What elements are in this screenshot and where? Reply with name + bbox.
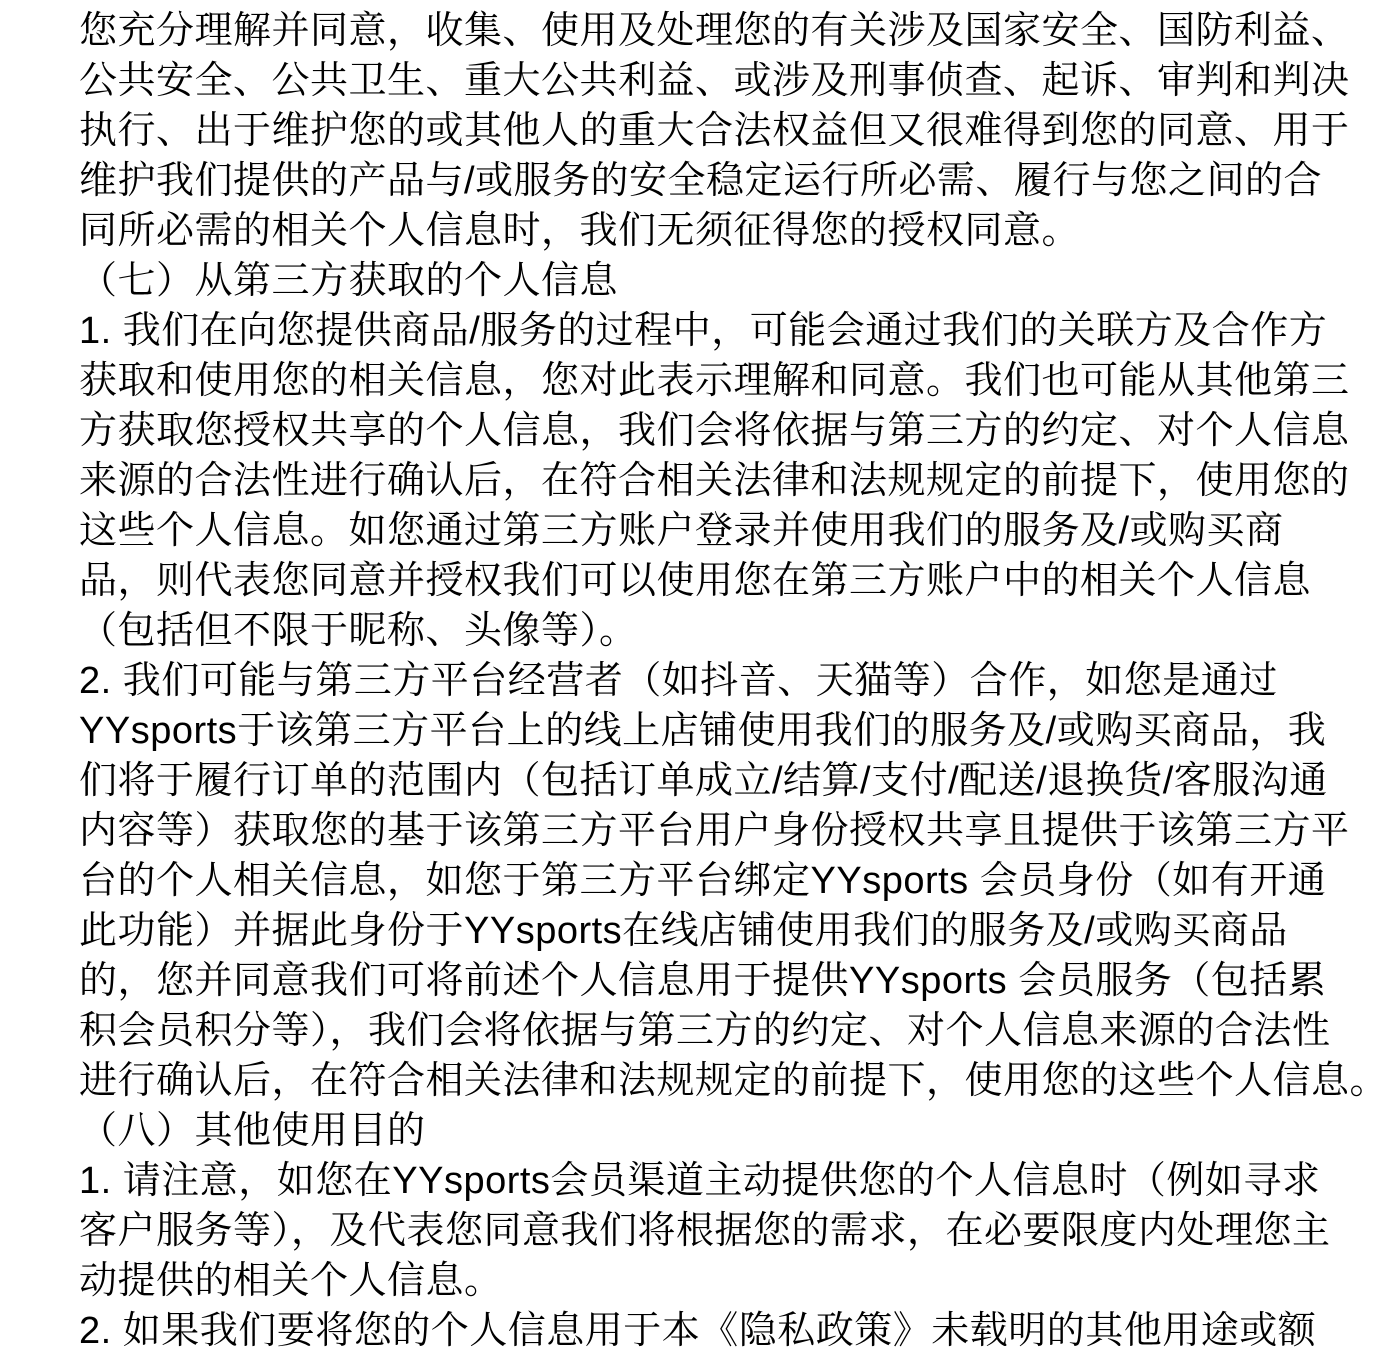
text-line: YYsports于该第三方平台上的线上店铺使用我们的服务及/或购买商品，我: [79, 710, 1327, 752]
policy-text-body: [79, 6, 1388, 1356]
text-line: 方获取您授权共享的个人信息，我们会将依据与第三方的约定、对个人信息: [79, 410, 1350, 452]
text-line: （七）从第三方获取的个人信息: [79, 260, 619, 302]
text-line: 积会员积分等），我们会将依据与第三方的约定、对个人信息来源的合法性: [79, 1010, 1331, 1052]
text-line: 的，您并同意我们可将前述个人信息用于提供YYsports 会员服务（包括累: [79, 960, 1327, 1002]
text-line: 品，则代表您同意并授权我们可以使用您在第三方账户中的相关个人信息: [79, 560, 1312, 602]
text-line: 公共安全、公共卫生、重大公共利益、或涉及刑事侦查、起诉、审判和判决: [79, 60, 1350, 102]
text-line: 2. 我们可能与第三方平台经营者（如抖音、天猫等）合作，如您是通过: [79, 660, 1278, 702]
text-line: 此功能）并据此身份于YYsports在线店铺使用我们的服务及/或购买商品: [79, 910, 1288, 952]
text-line: 获取和使用您的相关信息，您对此表示理解和同意。我们也可能从其他第三: [79, 360, 1350, 402]
text-line: 1. 我们在向您提供商品/服务的过程中，可能会通过我们的关联方及合作方: [79, 310, 1328, 352]
text-line: 台的个人相关信息，如您于第三方平台绑定YYsports 会员身份（如有开通: [79, 860, 1327, 902]
text-line: 这些个人信息。如您通过第三方账户登录并使用我们的服务及/或购买商: [79, 510, 1284, 552]
text-line: 动提供的相关个人信息。: [79, 1260, 503, 1302]
text-line: 们将于履行订单的范围内（包括订单成立/结算/支付/配送/退换货/客服沟通: [79, 760, 1328, 802]
text-line: 您充分理解并同意，收集、使用及处理您的有关涉及国家安全、国防利益、: [79, 10, 1350, 52]
text-line: 内容等）获取您的基于该第三方平台用户身份授权共享且提供于该第三方平: [79, 810, 1350, 852]
text-line: 进行确认后，在符合相关法律和法规规定的前提下，使用您的这些个人信息。: [79, 1060, 1388, 1102]
text-line: （八）其他使用目的: [79, 1110, 426, 1152]
text-line: 来源的合法性进行确认后，在符合相关法律和法规规定的前提下，使用您的: [79, 460, 1350, 502]
text-line: 维护我们提供的产品与/或服务的安全稳定运行所必需、履行与您之间的合: [79, 160, 1323, 202]
text-line: 1. 请注意，如您在YYsports会员渠道主动提供您的个人信息时（例如寻求: [79, 1160, 1321, 1202]
text-line: （包括但不限于昵称、头像等）。: [79, 610, 638, 652]
text-line: 2. 如果我们要将您的个人信息用于本《隐私政策》未载明的其他用途或额: [79, 1310, 1317, 1352]
text-line: 执行、出于维护您的或其他人的重大合法权益但又很难得到您的同意、用于: [79, 110, 1350, 152]
text-line: 同所必需的相关个人信息时，我们无须征得您的授权同意。: [79, 210, 1081, 252]
text-line: 客户服务等），及代表您同意我们将根据您的需求，在必要限度内处理您主: [79, 1210, 1331, 1252]
